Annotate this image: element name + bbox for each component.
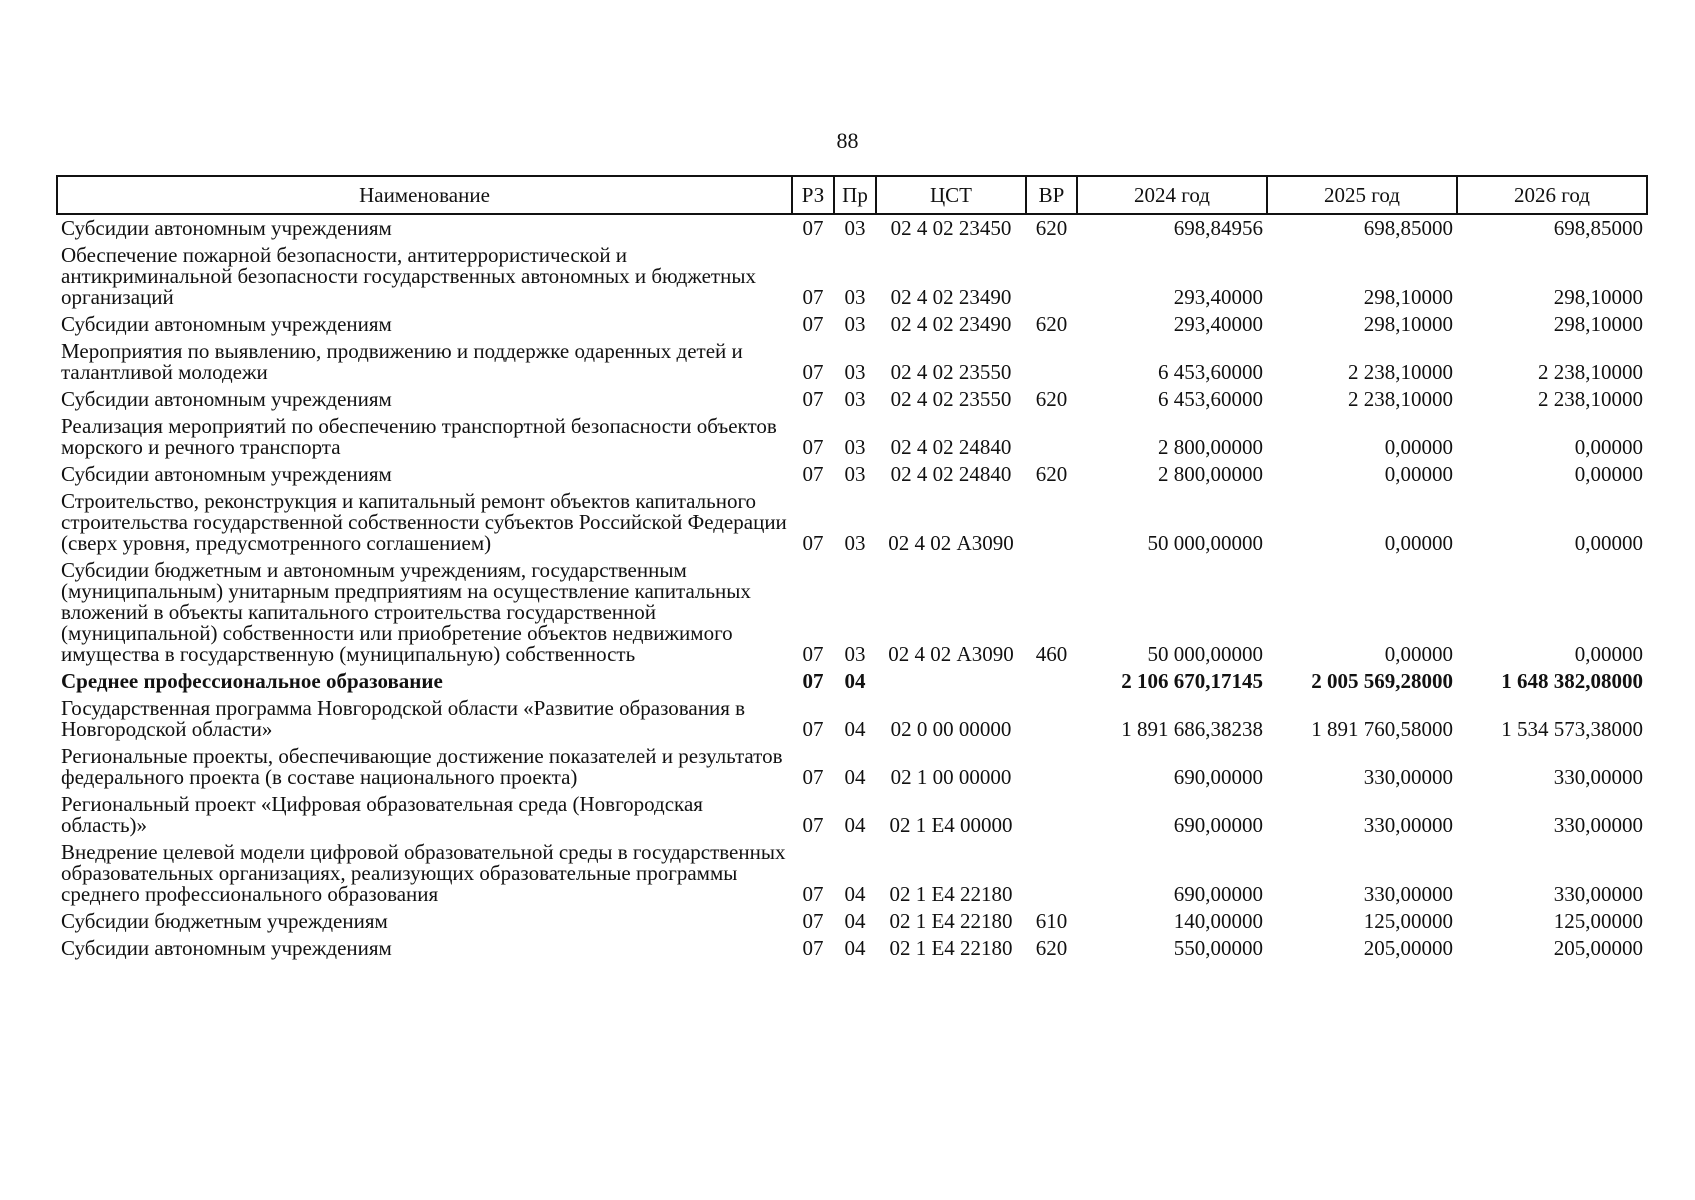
cell-vr: 620: [1035, 216, 1068, 240]
cell-2026: 330,00000: [1553, 882, 1643, 906]
cell-vr: [1026, 413, 1077, 461]
cell-rz: 07: [802, 435, 824, 459]
cell-2025: 298,10000: [1363, 312, 1453, 336]
cell-name: Субсидии автономным учреждениям: [61, 936, 392, 960]
cell-rz: 07: [802, 936, 824, 960]
cell-2024: 140,00000: [1173, 909, 1263, 933]
cell-2024: 698,84956: [1173, 216, 1263, 240]
cell-pr: 04: [844, 765, 866, 789]
cell-cst: 02 4 02 А3090: [888, 531, 1014, 555]
cell-cst: 02 4 02 23490: [890, 285, 1012, 309]
cell-rz: 07: [802, 531, 824, 555]
cell-2026: 0,00000: [1574, 531, 1643, 555]
cell-2026: 330,00000: [1553, 765, 1643, 789]
cell-2026: 0,00000: [1574, 462, 1643, 486]
cell-cst: 02 4 02 23550: [890, 360, 1012, 384]
cell-2025: 0,00000: [1384, 642, 1453, 666]
table-row: [57, 695, 1647, 743]
cell-cst: 02 0 00 00000: [890, 717, 1012, 741]
cell-2025: 2 238,10000: [1348, 387, 1453, 411]
cell-pr: 03: [844, 435, 866, 459]
cell-2025: 1 891 760,58000: [1311, 717, 1453, 741]
cell-rz: 07: [802, 717, 824, 741]
cell-2024: 6 453,60000: [1158, 360, 1263, 384]
cell-vr: [1026, 242, 1077, 311]
cell-pr: 04: [844, 813, 866, 837]
table-row: [57, 935, 1647, 962]
cell-pr: 04: [844, 882, 866, 906]
cell-2025: 0,00000: [1384, 462, 1453, 486]
cell-rz: 07: [802, 312, 824, 336]
cell-name: Среднее профессиональное образование: [61, 669, 443, 693]
cell-rz: 07: [802, 882, 824, 906]
cell-pr: 04: [844, 909, 866, 933]
cell-name: Мероприятия по выявлению, продвижению и поддержке одаренных детей и талантливой молодежи: [61, 339, 743, 384]
cell-2026: 1 648 382,08000: [1501, 669, 1643, 693]
cell-2025: 298,10000: [1363, 285, 1453, 309]
header-name: Наименование: [57, 176, 792, 214]
cell-rz: 07: [802, 813, 824, 837]
cell-cst: 02 4 02 23490: [890, 312, 1012, 336]
cell-2024: 2 800,00000: [1158, 435, 1263, 459]
cell-pr: 04: [844, 936, 866, 960]
cell-vr: [1026, 668, 1077, 695]
cell-cst: 02 1 00 00000: [890, 765, 1012, 789]
header-pr: Пр: [834, 176, 876, 214]
cell-2024: 690,00000: [1173, 813, 1263, 837]
cell-2026: 205,00000: [1553, 936, 1643, 960]
cell-vr: 460: [1035, 642, 1068, 666]
table-row: [57, 413, 1647, 461]
cell-name: Государственная программа Новгородской области «Развитие образования в Новгородской области»: [61, 696, 746, 741]
cell-2026: 330,00000: [1553, 813, 1643, 837]
cell-cst: 02 1 Е4 22180: [889, 936, 1013, 960]
cell-2026: 698,85000: [1553, 216, 1643, 240]
cell-vr: 620: [1035, 462, 1068, 486]
cell-rz: 07: [802, 216, 824, 240]
cell-2024: 293,40000: [1173, 312, 1263, 336]
cell-2026: 0,00000: [1574, 642, 1643, 666]
cell-rz: 07: [802, 387, 824, 411]
cell-rz: 07: [802, 360, 824, 384]
cell-pr: 03: [844, 312, 866, 336]
cell-2026: 125,00000: [1553, 909, 1643, 933]
cell-pr: 04: [844, 669, 866, 693]
cell-cst: 02 4 02 24840: [890, 435, 1012, 459]
cell-name: Субсидии автономным учреждениям: [61, 216, 392, 240]
cell-vr: [1026, 743, 1077, 791]
cell-2024: 550,00000: [1173, 936, 1263, 960]
cell-pr: 03: [844, 642, 866, 666]
header-2025: 2025 год: [1267, 176, 1457, 214]
table-row: [57, 386, 1647, 413]
table-header: [57, 176, 1647, 214]
header-2024: 2024 год: [1077, 176, 1267, 214]
cell-rz: 07: [802, 909, 824, 933]
cell-2025: 2 005 569,28000: [1311, 669, 1453, 693]
cell-vr: 610: [1035, 909, 1068, 933]
cell-cst: [876, 668, 1026, 695]
cell-2024: 1 891 686,38238: [1121, 717, 1263, 741]
cell-pr: 03: [844, 387, 866, 411]
cell-cst: 02 1 Е4 00000: [889, 813, 1013, 837]
table-row: [57, 338, 1647, 386]
cell-pr: 03: [844, 462, 866, 486]
table-section-row: [57, 668, 1647, 695]
cell-2025: 0,00000: [1384, 531, 1453, 555]
cell-rz: 07: [802, 669, 824, 693]
table-row: [57, 242, 1647, 311]
cell-name: Реализация мероприятий по обеспечению транспортной безопасности объектов морского и речного транспорта: [61, 414, 777, 459]
table-row: [57, 908, 1647, 935]
cell-2025: 125,00000: [1363, 909, 1453, 933]
table-row: [57, 557, 1647, 668]
cell-name: Строительство, реконструкция и капитальный ремонт объектов капитального строительства государственной собственности субъектов Российской Федерации (сверх уровня, предусмотренного соглашением): [61, 489, 787, 555]
cell-vr: [1026, 695, 1077, 743]
cell-2024: 690,00000: [1173, 765, 1263, 789]
table-row: [57, 461, 1647, 488]
header-2026: 2026 год: [1457, 176, 1647, 214]
table-row: [57, 214, 1647, 242]
table-row: [57, 791, 1647, 839]
cell-2026: 298,10000: [1553, 285, 1643, 309]
cell-2025: 2 238,10000: [1348, 360, 1453, 384]
cell-2024: 293,40000: [1173, 285, 1263, 309]
cell-pr: 03: [844, 216, 866, 240]
cell-2025: 698,85000: [1363, 216, 1453, 240]
cell-rz: 07: [802, 765, 824, 789]
cell-2025: 0,00000: [1384, 435, 1453, 459]
cell-name: Субсидии автономным учреждениям: [61, 312, 392, 336]
cell-2026: 1 534 573,38000: [1501, 717, 1643, 741]
cell-2026: 2 238,10000: [1538, 387, 1643, 411]
cell-cst: 02 1 Е4 22180: [889, 909, 1013, 933]
table-row: [57, 743, 1647, 791]
cell-rz: 07: [802, 462, 824, 486]
cell-name: Субсидии автономным учреждениям: [61, 462, 392, 486]
cell-2024: 50 000,00000: [1147, 642, 1263, 666]
cell-cst: 02 4 02 23550: [890, 387, 1012, 411]
cell-pr: 03: [844, 360, 866, 384]
cell-cst: 02 4 02 23450: [890, 216, 1012, 240]
page-number: 88: [836, 128, 859, 153]
cell-2024: 2 800,00000: [1158, 462, 1263, 486]
cell-name: Внедрение целевой модели цифровой образовательной среды в государственных образовательных организациях, реализующих образовательные программы среднего профессионального образования: [61, 840, 786, 906]
budget-table: [56, 175, 1648, 962]
cell-cst: 02 4 02 А3090: [888, 642, 1014, 666]
cell-rz: 07: [802, 285, 824, 309]
cell-vr: 620: [1035, 936, 1068, 960]
cell-vr: [1026, 488, 1077, 557]
cell-vr: [1026, 839, 1077, 908]
cell-vr: [1026, 338, 1077, 386]
header-rz: РЗ: [792, 176, 834, 214]
cell-2025: 330,00000: [1363, 813, 1453, 837]
cell-vr: 620: [1035, 312, 1068, 336]
table-body: [57, 214, 1647, 962]
cell-2024: 6 453,60000: [1158, 387, 1263, 411]
cell-2026: 298,10000: [1553, 312, 1643, 336]
cell-2025: 330,00000: [1363, 882, 1453, 906]
cell-2024: 690,00000: [1173, 882, 1263, 906]
cell-2024: 50 000,00000: [1147, 531, 1263, 555]
cell-name: Обеспечение пожарной безопасности, антитеррористической и антикриминальной безопасности государственных автономных и бюджетных организаций: [61, 243, 756, 309]
table-row: [57, 488, 1647, 557]
cell-2025: 330,00000: [1363, 765, 1453, 789]
cell-rz: 07: [802, 642, 824, 666]
cell-pr: 03: [844, 531, 866, 555]
cell-2024: 2 106 670,17145: [1121, 669, 1263, 693]
cell-2026: 2 238,10000: [1538, 360, 1643, 384]
cell-name: Субсидии автономным учреждениям: [61, 387, 392, 411]
table-row: [57, 839, 1647, 908]
cell-name: Региональный проект «Цифровая образовательная среда (Новгородская область)»: [61, 792, 703, 837]
cell-pr: 03: [844, 285, 866, 309]
header-vr: ВР: [1026, 176, 1077, 214]
cell-name: Субсидии бюджетным и автономным учреждениям, государственным (муниципальным) унитарным предприятиям на осуществление капитальных вложений в объекты капитального строительства государственной (муниципальной) собственности или приобретение объектов недвижимого имущества в государственную (муниципальную) собственность: [61, 558, 751, 666]
cell-pr: 04: [844, 717, 866, 741]
cell-cst: 02 1 Е4 22180: [889, 882, 1013, 906]
header-cst: ЦСТ: [876, 176, 1026, 214]
cell-name: Региональные проекты, обеспечивающие достижение показателей и результатов федерального проекта (в составе национального проекта): [61, 744, 783, 789]
table-row: [57, 311, 1647, 338]
cell-vr: [1026, 791, 1077, 839]
cell-2025: 205,00000: [1363, 936, 1453, 960]
cell-name: Субсидии бюджетным учреждениям: [61, 909, 388, 933]
cell-2026: 0,00000: [1574, 435, 1643, 459]
cell-vr: 620: [1035, 387, 1068, 411]
cell-cst: 02 4 02 24840: [890, 462, 1012, 486]
